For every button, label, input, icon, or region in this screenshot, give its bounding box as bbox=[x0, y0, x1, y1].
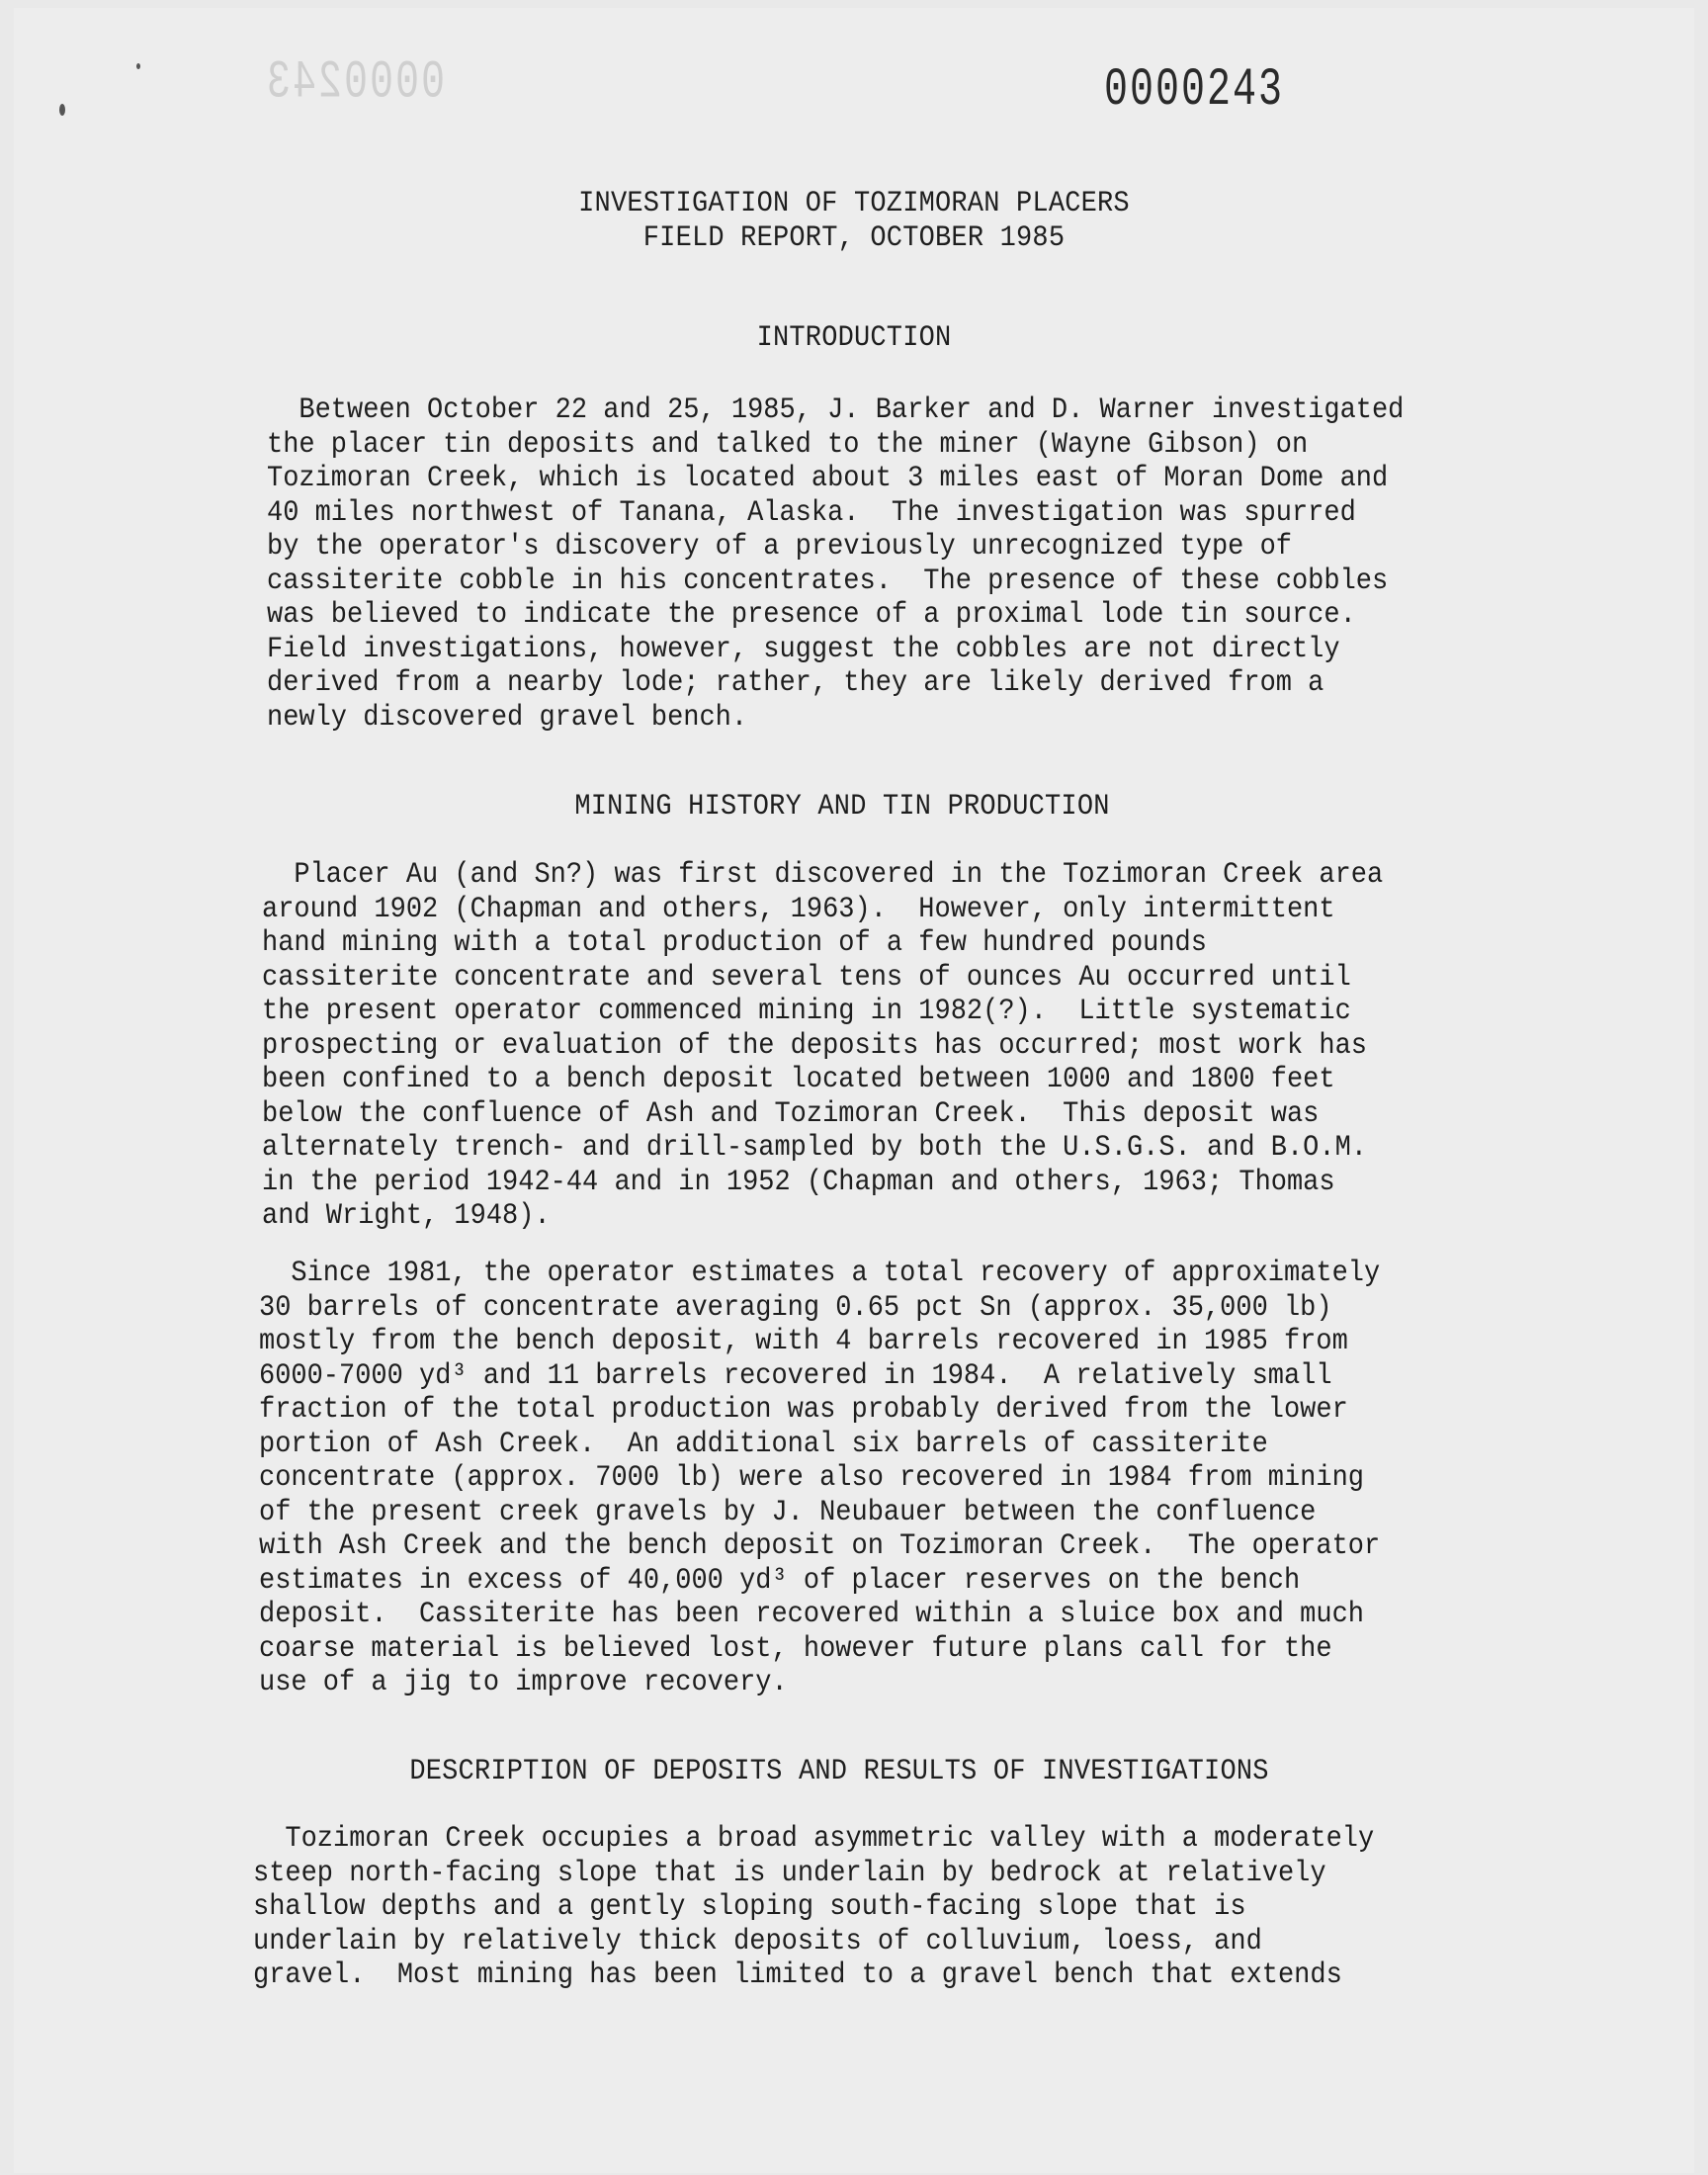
paragraph bbox=[267, 392, 1404, 734]
speck-mark bbox=[59, 104, 65, 116]
text-line: underlain by relatively thick deposits of colluvium, loess, and bbox=[253, 1925, 1262, 1958]
document-title-line-1: INVESTIGATION OF TOZIMORAN PLACERS bbox=[578, 188, 1130, 220]
text-line: deposit. Cassiterite has been recovered within a sluice box and much bbox=[259, 1599, 1364, 1631]
text-line: Since 1981, the operator estimates a total recovery of approximately bbox=[259, 1258, 1381, 1290]
text-line: hand mining with a total production of a few hundred pounds bbox=[262, 927, 1207, 960]
text-line: around 1902 (Chapman and others, 1963). However, only intermittent bbox=[262, 893, 1335, 926]
text-line: 30 barrels of concentrate averaging 0.65 pct Sn (approx. 35,000 lb) bbox=[259, 1291, 1332, 1325]
speck-mark bbox=[136, 63, 140, 69]
text-line: Tozimoran Creek, which is located about 3 miles east of Moran Dome and bbox=[267, 463, 1389, 495]
bleed-through-page-number: 0000243 bbox=[265, 53, 446, 114]
text-line: Placer Au (and Sn?) was first discovered in the Tozimoran Creek area bbox=[262, 859, 1384, 892]
text-line: been confined to a bench deposit located between 1000 and 1800 feet bbox=[262, 1064, 1335, 1096]
paragraph bbox=[262, 857, 1383, 1233]
text-line: mostly from the bench deposit, with 4 barrels recovered in 1985 from bbox=[259, 1326, 1348, 1358]
text-line: shallow depths and a gently sloping south-facing slope that is bbox=[253, 1891, 1246, 1924]
text-line: in the period 1942-44 and in 1952 (Chapman and others, 1963; Thomas bbox=[262, 1166, 1335, 1199]
document-title-line-2: FIELD REPORT, OCTOBER 1985 bbox=[642, 222, 1066, 255]
text-line: 40 miles northwest of Tanana, Alaska. The investigation was spurred bbox=[267, 496, 1356, 530]
text-line: derived from a nearby lode; rather, they are likely derived from a bbox=[267, 667, 1324, 700]
text-line: Between October 22 and 25, 1985, J. Barker and D. Warner investigated bbox=[267, 394, 1405, 427]
text-line: gravel. Most mining has been limited to a gravel bench that extends bbox=[253, 1959, 1342, 1992]
text-line: newly discovered gravel bench. bbox=[267, 701, 748, 735]
text-line: the present operator commenced mining in 1982(?). Little systematic bbox=[262, 996, 1351, 1028]
text-line: of the present creek gravels by J. Neubauer between the confluence bbox=[259, 1496, 1317, 1529]
text-line: with Ash Creek and the bench deposit on Tozimoran Creek. The operator bbox=[259, 1530, 1381, 1563]
paragraph bbox=[253, 1821, 1374, 1992]
text-line: and Wright, 1948). bbox=[262, 1200, 551, 1233]
text-line: concentrate (approx. 7000 lb) were also recovered in 1984 from mining bbox=[259, 1462, 1364, 1495]
text-line: Field investigations, however, suggest the cobbles are not directly bbox=[267, 633, 1340, 666]
text-line: Tozimoran Creek occupies a broad asymmetric valley with a moderately bbox=[253, 1823, 1375, 1856]
text-line: estimates in excess of 40,000 yd³ of placer reserves on the bench bbox=[259, 1564, 1301, 1598]
text-line: cassiterite concentrate and several tens of ounces Au occurred until bbox=[262, 961, 1351, 995]
text-line: fraction of the total production was probably derived from the lower bbox=[259, 1394, 1348, 1427]
text-line: steep north-facing slope that is underlain by bedrock at relatively bbox=[253, 1857, 1326, 1890]
text-line: coarse material is believed lost, however future plans call for the bbox=[259, 1632, 1332, 1666]
page-number: 0000243 bbox=[1104, 61, 1285, 122]
text-line: portion of Ash Creek. An additional six barrels of cassiterite bbox=[259, 1428, 1268, 1461]
text-line: by the operator's discovery of a previously unrecognized type of bbox=[267, 531, 1292, 564]
paragraph bbox=[259, 1256, 1380, 1699]
section-heading-introduction: INTRODUCTION bbox=[756, 322, 952, 355]
text-line: prospecting or evaluation of the deposits has occurred; most work has bbox=[262, 1029, 1367, 1063]
text-line: 6000-7000 yd³ and 11 barrels recovered in 1984. A relatively small bbox=[259, 1359, 1332, 1393]
text-line: cassiterite cobble in his concentrates. The presence of these cobbles bbox=[267, 565, 1389, 598]
text-line: below the confluence of Ash and Tozimoran Creek. This deposit was bbox=[262, 1097, 1320, 1131]
text-line: use of a jig to improve recovery. bbox=[259, 1667, 788, 1699]
text-line: was believed to indicate the presence of a proximal lode tin source. bbox=[267, 599, 1356, 632]
text-line: the placer tin deposits and talked to the miner (Wayne Gibson) on bbox=[267, 428, 1309, 462]
text-line: alternately trench- and drill-sampled by both the U.S.G.S. and B.O.M. bbox=[262, 1132, 1367, 1165]
section-heading-mining-history: MINING HISTORY AND TIN PRODUCTION bbox=[574, 791, 1110, 824]
section-heading-description: DESCRIPTION OF DEPOSITS AND RESULTS OF INVESTIGATIONS bbox=[409, 1756, 1269, 1788]
